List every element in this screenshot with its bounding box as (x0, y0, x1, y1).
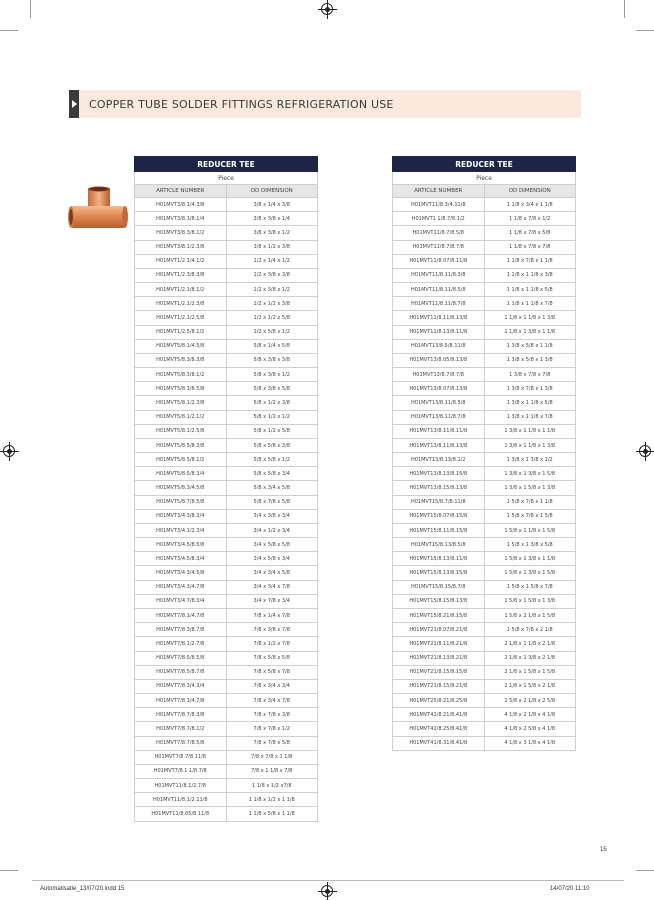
article-number-cell: H01MVT11/8.05/8.11/8 (135, 807, 227, 821)
od-dimension-cell: 7/8 x 1 1/8 x 7/8 (226, 764, 318, 778)
article-number-cell: H01MVT3/4.3/4.5/8 (135, 566, 227, 580)
od-dimension-cell: 1 5/8 x 7/8 x 2 1/8 (484, 623, 576, 637)
od-dimension-cell: 4 1/8 x 3 1/8 x 4 1/8 (484, 736, 576, 750)
article-number-cell: H01MVT7/8.3/4.3/4 (135, 679, 227, 693)
od-dimension-cell: 3/8 x 1/2 x 3/8 (226, 240, 318, 254)
article-number-cell: H01MVT7/8.7/8.5/8 (135, 736, 227, 750)
crop-mark (636, 870, 654, 871)
article-number-cell: H01MVT13/8.15/8.13/8 (393, 481, 485, 495)
article-number-cell: H01MVT15/8.13/8.15/8 (393, 566, 485, 580)
table-row (393, 509, 576, 523)
od-dimension-cell: 1 3/8 x 7/8 x 1 3/8 (484, 382, 576, 396)
table-row (393, 665, 576, 679)
od-dimension-cell: 1 3/8 x 7/8 x 7/8 (484, 368, 576, 382)
table-row (135, 694, 318, 708)
table-row (135, 736, 318, 750)
article-number-cell: H01MVT3/4.1/2.3/4 (135, 523, 227, 537)
od-dimension-cell: 7/8 x 1/2 x 7/8 (226, 637, 318, 651)
table-row (393, 694, 576, 708)
od-dimension-cell: 1 3/8 x 1 3/8 x 1/2 (484, 453, 576, 467)
article-number-cell: H01MVT7/8.5/8.5/8 (135, 651, 227, 665)
od-dimension-cell: 1 3/8 x 1 1/8 x 1 1/8 (484, 424, 576, 438)
column-header-dimension: OD DIMENSION (484, 185, 576, 198)
article-number-cell: H01MVT15/8.7/8.11/8 (393, 495, 485, 509)
od-dimension-cell: 1 1/8 x 1 1/8 x 1 3/8 (484, 311, 576, 325)
table-row (393, 637, 576, 651)
od-dimension-cell: 1 1/8 x 1 1/8 x 7/8 (484, 297, 576, 311)
od-dimension-cell: 3/4 x 5/8 x 5/8 (226, 538, 318, 552)
od-dimension-cell: 5/8 x 5/8 x 3/8 (226, 438, 318, 452)
table-row (135, 665, 318, 679)
article-number-cell: H01MVT7/8.3/4.7/8 (135, 694, 227, 708)
od-dimension-cell: 2 5/8 x 2 1/8 x 2 5/8 (484, 694, 576, 708)
page-title: COPPER TUBE SOLDER FITTINGS REFRIGERATION USE (89, 97, 394, 111)
od-dimension-cell: 2 1/8 x 1 1/8 x 2 1/8 (484, 637, 576, 651)
od-dimension-cell: 1 1/8 x 1/2 x 1 1/8 (226, 793, 318, 807)
od-dimension-cell: 1 3/8 x 1 1/8 x 5/8 (484, 396, 576, 410)
article-number-cell: H01MVT11/8.11/8.3/8 (393, 268, 485, 282)
table-row (135, 552, 318, 566)
article-number-cell: H01MVT1/2.3/8.1/2 (135, 283, 227, 297)
crop-mark (30, 0, 31, 18)
article-number-cell: H01MVT1 1/8.7/8.1/2 (393, 212, 485, 226)
table-row (135, 212, 318, 226)
table-row (393, 708, 576, 722)
od-dimension-cell: 7/8 x 7/8 x 1/2 (226, 722, 318, 736)
article-number-cell: H01MVT11/8.11/8.13/8 (393, 311, 485, 325)
article-number-cell: H01MVT25/8.21/8.25/8 (393, 694, 485, 708)
article-number-cell: H01MVT21/8.13/8.21/8 (393, 651, 485, 665)
od-dimension-cell: 1 5/8 x 1 3/8 x 5/8 (484, 538, 576, 552)
table-row (135, 623, 318, 637)
table-row (393, 198, 576, 212)
od-dimension-cell: 1 3/8 x 5/8 x 1 3/8 (484, 353, 576, 367)
od-dimension-cell: 1 3/8 x 5/8 x 1 1/8 (484, 339, 576, 353)
od-dimension-cell: 5/8 x 3/8 x 3/8 (226, 353, 318, 367)
od-dimension-cell: 1 3/8 x 1 1/8 x 7/8 (484, 410, 576, 424)
article-number-cell: H01MVT1/2.1/4.1/2 (135, 254, 227, 268)
od-dimension-cell: 3/4 x 1/2 x 3/4 (226, 523, 318, 537)
table-row (393, 467, 576, 481)
table-row (135, 566, 318, 580)
od-dimension-cell: 1/2 x 1/2 x 3/8 (226, 297, 318, 311)
od-dimension-cell: 1/2 x 5/8 x 1/2 (226, 325, 318, 339)
table-row (393, 240, 576, 254)
od-dimension-cell: 1 3/8 x 1 1/8 x 1 3/8 (484, 438, 576, 452)
od-dimension-cell: 7/8 x 7/8 x 3/8 (226, 708, 318, 722)
table-row (135, 438, 318, 452)
od-dimension-cell: 5/8 x 1/2 x 5/8 (226, 424, 318, 438)
article-number-cell: H01MVT15/8.13/8.11/8 (393, 552, 485, 566)
footer-timestamp: 14/07/20 11:10 (550, 886, 590, 892)
od-dimension-cell: 3/4 x 3/4 x 7/8 (226, 580, 318, 594)
od-dimension-cell: 5/8 x 3/8 x 5/8 (226, 382, 318, 396)
table-row (393, 722, 576, 736)
registration-mark-right (639, 445, 651, 457)
page-number: 15 (600, 847, 607, 853)
od-dimension-cell: 2 1/8 x 1 3/8 x 2 1/8 (484, 651, 576, 665)
table-row (393, 453, 576, 467)
unit-label: Piece (393, 172, 576, 185)
article-number-cell: H01MVT1/2.5/8.1/2 (135, 325, 227, 339)
article-number-cell: H01MVT1/2.1/2.5/8 (135, 311, 227, 325)
od-dimension-cell: 1 1/8 x 1/2 x7/8 (226, 779, 318, 793)
table-row (135, 467, 318, 481)
table-row (135, 254, 318, 268)
od-dimension-cell: 3/8 x 3/8 x 1/4 (226, 212, 318, 226)
registration-mark-bottom (321, 885, 333, 897)
table-row (135, 509, 318, 523)
article-number-cell: H01MVT7/8.7/8.11/8 (135, 750, 227, 764)
table-row (135, 453, 318, 467)
table-row (135, 339, 318, 353)
article-number-cell: H01MVT3/4.3/8.3/4 (135, 509, 227, 523)
article-number-cell: H01MVT7/8.7/8.3/8 (135, 708, 227, 722)
table-row (393, 268, 576, 282)
table-row (393, 552, 576, 566)
article-number-cell: H01MVT5/8.3/8.3/8 (135, 353, 227, 367)
article-number-cell: H01MVT13/8.13/8.15/8 (393, 467, 485, 481)
article-number-cell: H01MVT5/8.3/8.5/8 (135, 382, 227, 396)
table-row (135, 538, 318, 552)
od-dimension-cell: 1 1/8 x 7/8 x 1/2 (484, 212, 576, 226)
article-number-cell: H01MVT13/8.07/8.13/8 (393, 382, 485, 396)
article-number-cell: H01MVT7/8.7/8.1/2 (135, 722, 227, 736)
table-row (393, 438, 576, 452)
crop-mark (624, 0, 625, 18)
crop-mark (0, 870, 18, 871)
table-row (135, 764, 318, 778)
article-number-cell: H01MVT13/8.11/8.5/8 (393, 396, 485, 410)
od-dimension-cell: 5/8 x 7/8 x 5/8 (226, 495, 318, 509)
table-row (393, 311, 576, 325)
article-number-cell: H01MVT3/8.1/4.3/8 (135, 198, 227, 212)
article-number-cell: H01MVT3/8.1/2.3/8 (135, 240, 227, 254)
od-dimension-cell: 1/2 x 3/8 x 1/2 (226, 283, 318, 297)
table-row (393, 651, 576, 665)
od-dimension-cell: 1 1/8 x 1 1/8 x 3/8 (484, 268, 576, 282)
table-row (393, 566, 576, 580)
article-number-cell: H01MVT15/8.11/8.15/8 (393, 523, 485, 537)
od-dimension-cell: 1/2 x 1/2 x 5/8 (226, 311, 318, 325)
table-row (135, 580, 318, 594)
table-row (393, 495, 576, 509)
article-number-cell: H01MVT15/8.13/8.5/8 (393, 538, 485, 552)
od-dimension-cell: 1 1/8 x 7/8 x 7/8 (484, 240, 576, 254)
article-number-cell: H01MVT15/8.15/8.13/8 (393, 594, 485, 608)
table-row (135, 750, 318, 764)
table-row (135, 679, 318, 693)
od-dimension-cell: 1/2 x 3/8 x 3/8 (226, 268, 318, 282)
od-dimension-cell: 1 3/8 x 1 5/8 x 1 3/8 (484, 481, 576, 495)
article-number-cell: H01MVT13/8.11/8.7/8 (393, 410, 485, 424)
table-row (135, 779, 318, 793)
footer-divider (32, 880, 624, 881)
od-dimension-cell: 4 1/8 x 2 5/8 x 4 1/8 (484, 722, 576, 736)
table-row (135, 722, 318, 736)
article-number-cell: H01MVT11/8.3/4.11/8 (393, 198, 485, 212)
od-dimension-cell: 1 1/8 x 7/8 x 1 1/8 (484, 254, 576, 268)
article-number-cell: H01MVT21/8.15/8.21/8 (393, 679, 485, 693)
article-number-cell: H01MVT3/4.5/8.5/8 (135, 538, 227, 552)
od-dimension-cell: 5/8 x 5/8 x 3/4 (226, 467, 318, 481)
article-number-cell: H01MVT21/8.15/8.15/8 (393, 665, 485, 679)
table-row (135, 198, 318, 212)
article-number-cell: H01MVT5/8.1/2.5/8 (135, 424, 227, 438)
od-dimension-cell: 1 5/8 x 1 5/8 x 7/8 (484, 580, 576, 594)
article-number-cell: H01MVT7/8.3/8.7/8 (135, 623, 227, 637)
table-row (135, 311, 318, 325)
table-row (393, 580, 576, 594)
od-dimension-cell: 3/4 x 5/8 x 3/4 (226, 552, 318, 566)
table-row (135, 523, 318, 537)
od-dimension-cell: 3/4 x 3/4 x 5/8 (226, 566, 318, 580)
table-row (393, 339, 576, 353)
od-dimension-cell: 7/8 x 5/8 x 7/8 (226, 665, 318, 679)
article-number-cell: H01MVT5/8.1/2.3/8 (135, 396, 227, 410)
table-row (135, 495, 318, 509)
table-row (135, 651, 318, 665)
table-row (135, 793, 318, 807)
table-row (393, 736, 576, 750)
column-header-article: ARTICLE NUMBER (135, 185, 227, 198)
article-number-cell: H01MVT3/4.5/8.3/4 (135, 552, 227, 566)
od-dimension-cell: 1 5/8 x 1 1/8 x 1 5/8 (484, 523, 576, 537)
table-row (135, 708, 318, 722)
registration-mark-left (3, 445, 15, 457)
od-dimension-cell: 5/8 x 1/2 x 1/2 (226, 410, 318, 424)
od-dimension-cell: 1 5/8 x 7/8 x 1 5/8 (484, 509, 576, 523)
table-row (135, 325, 318, 339)
od-dimension-cell: 7/8 x 5/8 x 5/8 (226, 651, 318, 665)
table-row (393, 538, 576, 552)
od-dimension-cell: 5/8 x 1/4 x 5/8 (226, 339, 318, 353)
section-title-band (69, 90, 581, 118)
od-dimension-cell: 7/8 x 3/4 x 3/4 (226, 679, 318, 693)
crop-mark (0, 30, 18, 31)
article-number-cell: H01MVT11/8.7/8.5/8 (393, 226, 485, 240)
table-row (135, 382, 318, 396)
article-number-cell: H01MVT11/8.7/8.7/8 (393, 240, 485, 254)
article-number-cell: H01MVT3/8.3/8.1/4 (135, 212, 227, 226)
table-row (135, 226, 318, 240)
reducer-tee-table-left (134, 156, 318, 822)
registration-mark-top (321, 3, 333, 15)
table-row (393, 594, 576, 608)
table-row (393, 368, 576, 382)
article-number-cell: H01MVT13/8.13/8.1/2 (393, 453, 485, 467)
od-dimension-cell: 1 1/8 x 7/8 x 5/8 (484, 226, 576, 240)
table-row (393, 410, 576, 424)
od-dimension-cell: 3/8 x 1/4 x 3/8 (226, 198, 318, 212)
od-dimension-cell: 5/8 x 3/4 x 5/8 (226, 481, 318, 495)
table-row (135, 481, 318, 495)
article-number-cell: H01MVT13/8.11/8.11/8 (393, 424, 485, 438)
table-row (135, 353, 318, 367)
article-number-cell: H01MVT3/4.7/8.3/4 (135, 594, 227, 608)
od-dimension-cell: 1 3/8 x 1 3/8 x 1 5/8 (484, 467, 576, 481)
table-row (393, 481, 576, 495)
table-row (393, 623, 576, 637)
table-row (135, 637, 318, 651)
article-number-cell: H01MVT5/8.1/4.5/8 (135, 339, 227, 353)
table-row (393, 226, 576, 240)
od-dimension-cell: 1 5/8 x 1 5/8 x 1 3/8 (484, 594, 576, 608)
od-dimension-cell: 2 1/8 x 1 5/8 x 1 5/8 (484, 665, 576, 679)
title-arrow-icon (69, 90, 79, 118)
table-row (135, 594, 318, 608)
article-number-cell: H01MVT5/8.5/8.3/4 (135, 467, 227, 481)
od-dimension-cell: 7/8 x 1/4 x 7/8 (226, 608, 318, 622)
footer-file-slug: Automatisatie_13/07/20.indd 15 (40, 886, 125, 892)
article-number-cell: H01MVT15/8.21/8.15/8 (393, 608, 485, 622)
unit-label: Piece (135, 172, 318, 185)
article-number-cell: H01MVT1/2.3/8.3/8 (135, 268, 227, 282)
reducer-tee-table-right (392, 156, 576, 751)
article-number-cell: H01MVT13/8.11/8.13/8 (393, 438, 485, 452)
table-row (135, 807, 318, 821)
article-number-cell: H01MVT11/8.07/8.11/8 (393, 254, 485, 268)
article-number-cell: H01MVT5/8.3/8.1/2 (135, 368, 227, 382)
table-row (393, 283, 576, 297)
article-number-cell: H01MVT1/2.1/2.3/8 (135, 297, 227, 311)
article-number-cell: H01MVT11/8.13/8.11/8 (393, 325, 485, 339)
od-dimension-cell: 4 1/8 x 2 1/8 x 4 1/8 (484, 708, 576, 722)
table-row (135, 297, 318, 311)
article-number-cell: H01MVT5/8.3/4.5/8 (135, 481, 227, 495)
table-row (393, 679, 576, 693)
article-number-cell: H01MVT7/8.1/2.7/8 (135, 637, 227, 651)
od-dimension-cell: 7/8 x 3/4 x 7/8 (226, 694, 318, 708)
column-header-dimension: OD DIMENSION (226, 185, 318, 198)
table-row (135, 283, 318, 297)
article-number-cell: H01MVT5/8.5/8.3/8 (135, 438, 227, 452)
article-number-cell: H01MVT21/8.07/8.21/8 (393, 623, 485, 637)
od-dimension-cell: 5/8 x 1/2 x 3/8 (226, 396, 318, 410)
table-row (135, 410, 318, 424)
table-row (393, 396, 576, 410)
od-dimension-cell: 1 5/8 x 7/8 x 1 1/8 (484, 495, 576, 509)
od-dimension-cell: 5/8 x 3/8 x 1/2 (226, 368, 318, 382)
article-number-cell: H01MVT11/8.1/2.11/8 (135, 793, 227, 807)
table-row (393, 297, 576, 311)
article-number-cell: H01MVT15/8.15/8.7/8 (393, 580, 485, 594)
article-number-cell: H01MVT13/8.7/8.7/8 (393, 368, 485, 382)
od-dimension-cell: 1 1/8 x 1 1/8 x 5/8 (484, 283, 576, 297)
table-row (135, 424, 318, 438)
article-number-cell: H01MVT11/8.11/8.5/8 (393, 283, 485, 297)
table-header: REDUCER TEE (393, 157, 576, 172)
article-number-cell: H01MVT7/8.5/8.7/8 (135, 665, 227, 679)
table-row (135, 268, 318, 282)
od-dimension-cell: 3/8 x 3/8 x 1/2 (226, 226, 318, 240)
article-number-cell: H01MVT13/8.5/8.11/8 (393, 339, 485, 353)
article-number-cell: H01MVT7/8.1/4.7/8 (135, 608, 227, 622)
article-number-cell: H01MVT41/8.25/8.41/8 (393, 722, 485, 736)
article-number-cell: H01MVT5/8.5/8.1/2 (135, 453, 227, 467)
table-row (135, 368, 318, 382)
article-number-cell: H01MVT11/8.11/8.7/8 (393, 297, 485, 311)
article-number-cell: H01MVT7/8.1 1/8.7/8 (135, 764, 227, 778)
article-number-cell: H01MVT13/8.05/8.13/8 (393, 353, 485, 367)
table-row (393, 523, 576, 537)
article-number-cell: H01MVT5/8.1/2.1/2 (135, 410, 227, 424)
table-row (393, 353, 576, 367)
od-dimension-cell: 1 1/8 x 1 3/8 x 1 1/8 (484, 325, 576, 339)
copper-reducer-tee-icon (66, 186, 130, 234)
od-dimension-cell: 7/8 x 3/8 x 7/8 (226, 623, 318, 637)
article-number-cell: H01MVT41/8.21/8.41/8 (393, 708, 485, 722)
od-dimension-cell: 1 5/8 x 1 3/8 x 1 5/8 (484, 566, 576, 580)
table-row (393, 325, 576, 339)
article-number-cell: H01MVT21/8.11/8.21/8 (393, 637, 485, 651)
od-dimension-cell: 7/8 x 7/8 x 5/8 (226, 736, 318, 750)
od-dimension-cell: 1 1/8 x 5/8 x 1 1/8 (226, 807, 318, 821)
article-number-cell: H01MVT41/8.31/8.41/8 (393, 736, 485, 750)
article-number-cell: H01MVT11/8.1/2.7/8 (135, 779, 227, 793)
od-dimension-cell: 5/8 x 5/8 x 1/2 (226, 453, 318, 467)
article-number-cell: H01MVT3/4.3/4.7/8 (135, 580, 227, 594)
table-row (135, 240, 318, 254)
od-dimension-cell: 2 1/8 x 1 5/8 x 2 1/8 (484, 679, 576, 693)
od-dimension-cell: 3/4 x 7/8 x 3/4 (226, 594, 318, 608)
article-number-cell: H01MVT3/8.3/8.1/2 (135, 226, 227, 240)
od-dimension-cell: 1 1/8 x 3/4 x 1 1/8 (484, 198, 576, 212)
column-header-article: ARTICLE NUMBER (393, 185, 485, 198)
od-dimension-cell: 7/8 x 7/8 x 1 1/8 (226, 750, 318, 764)
table-row (393, 212, 576, 226)
od-dimension-cell: 1 5/8 x 1 3/8 x 1 1/8 (484, 552, 576, 566)
od-dimension-cell: 1/2 x 1/4 x 1/2 (226, 254, 318, 268)
crop-mark (636, 30, 654, 31)
od-dimension-cell: 3/4 x 3/8 x 3/4 (226, 509, 318, 523)
table-row (393, 608, 576, 622)
article-number-cell: H01MVT15/8.07/8.15/8 (393, 509, 485, 523)
table-row (393, 382, 576, 396)
table-header: REDUCER TEE (135, 157, 318, 172)
od-dimension-cell: 1 5/8 x 2 1/8 x 1 5/8 (484, 608, 576, 622)
table-row (393, 254, 576, 268)
article-number-cell: H01MVT5/8.7/8.5/8 (135, 495, 227, 509)
table-row (135, 608, 318, 622)
table-row (393, 424, 576, 438)
table-row (135, 396, 318, 410)
